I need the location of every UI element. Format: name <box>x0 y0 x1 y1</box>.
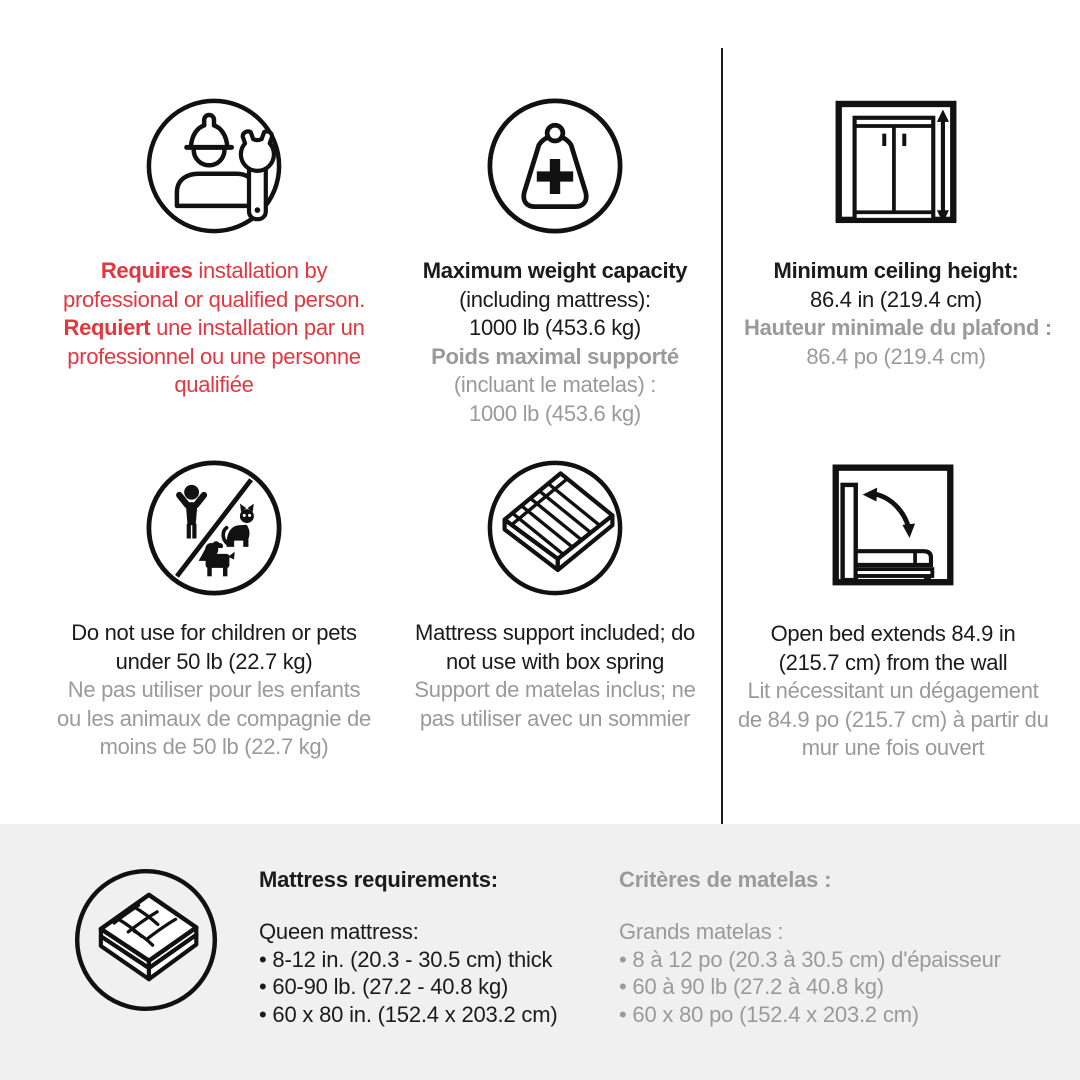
text-line: professional or qualified person. <box>63 286 365 312</box>
ceiling-height-icon <box>827 95 965 233</box>
text-line: ou les animaux de compagnie de <box>57 705 371 731</box>
no-children-pets-icon <box>144 458 284 598</box>
mattress-requirements-heading-en: Mattress requirements: <box>259 867 498 892</box>
mattress-requirements-section <box>0 824 1080 1080</box>
mattress-icon <box>72 866 220 1014</box>
vertical-divider <box>721 48 723 824</box>
text-line: Poids maximal supporté <box>431 343 679 369</box>
text-line: Requires installation by <box>100 258 328 283</box>
bullet-item: • 60 x 80 in. (152.4 x 203.2 cm) <box>259 1001 558 1027</box>
subheading-fr: Grands matelas : <box>619 919 784 944</box>
text-line: Mattress support included; do <box>415 620 695 645</box>
mattress-requirements-english <box>259 866 557 1028</box>
text-line: 1000 lb (453.6 kg) <box>469 400 641 426</box>
text-line: Lit nécessitant un dégagement <box>747 678 1039 703</box>
info-block-requires-installation <box>38 96 390 400</box>
text-line: (incluant le matelas) : <box>453 372 657 397</box>
text-line: 86.4 in (219.4 cm) <box>810 286 982 312</box>
block-text <box>405 257 705 428</box>
text-line: mur une fois ouvert <box>801 735 985 760</box>
mattress-requirements-french <box>619 866 1001 1028</box>
text-line: (215.7 cm) from the wall <box>778 649 1008 675</box>
text-line: 1000 lb (453.6 kg) <box>469 315 641 340</box>
mattress-requirements-heading-fr: Critères de matelas : <box>619 867 832 892</box>
info-block-max-weight <box>405 96 705 428</box>
bullet-item: • 60 x 80 po (152.4 x 203.2 cm) <box>619 1001 919 1027</box>
block-text <box>405 619 705 733</box>
text-line: 86.4 po (219.4 cm) <box>806 343 986 369</box>
text-line: Requiert une installation par un <box>63 315 365 340</box>
text-line: Maximum weight capacity <box>422 258 688 283</box>
mattress-requirements-list-fr <box>619 918 1001 1028</box>
info-block-no-children-pets <box>38 458 390 762</box>
block-text <box>738 620 1048 763</box>
subheading-en: Queen mattress: <box>259 919 419 944</box>
weight-capacity-icon <box>485 96 625 236</box>
text-line: Do not use for children or pets <box>71 620 357 645</box>
text-line: Minimum ceiling height: <box>773 258 1019 283</box>
info-block-open-bed <box>738 458 1048 763</box>
text-line: Ne pas utiliser pour les enfants <box>67 677 361 702</box>
mattress-requirements-list-en <box>259 918 557 1028</box>
block-text <box>38 619 390 762</box>
text-line: under 50 lb (22.7 kg) <box>115 648 313 674</box>
installer-icon <box>144 96 284 236</box>
bullet-item: • 8 à 12 po (20.3 à 30.5 cm) d'épaisseur <box>619 946 1001 972</box>
block-text <box>38 257 390 400</box>
text-line: de 84.9 po (215.7 cm) à partir du <box>738 706 1049 732</box>
open-bed-icon <box>824 458 962 596</box>
text-line: qualifiée <box>174 372 254 397</box>
info-block-mattress-support <box>405 458 705 733</box>
text-line: Support de matelas inclus; ne <box>414 677 696 702</box>
text-line: Open bed extends 84.9 in <box>770 621 1016 646</box>
bullet-item: • 60-90 lb. (27.2 - 40.8 kg) <box>259 974 509 999</box>
text-line: moins de 50 lb (22.7 kg) <box>99 734 329 759</box>
bullet-item: • 60 à 90 lb (27.2 à 40.8 kg) <box>619 974 884 999</box>
text-line: (including mattress): <box>459 286 651 312</box>
mattress-icon-wrap <box>72 866 220 1014</box>
block-text <box>744 257 1052 371</box>
slat-support-icon <box>485 458 625 598</box>
child-figure <box>179 485 204 539</box>
bullet-item: • 8-12 in. (20.3 - 30.5 cm) thick <box>259 946 553 972</box>
text-line: pas utiliser avec un sommier <box>419 705 691 731</box>
info-block-ceiling-height <box>744 95 1052 371</box>
text-line: Hauteur minimale du plafond : <box>744 315 1052 340</box>
text-line: professionnel ou une personne <box>67 343 361 369</box>
text-line: not use with box spring <box>445 648 665 674</box>
